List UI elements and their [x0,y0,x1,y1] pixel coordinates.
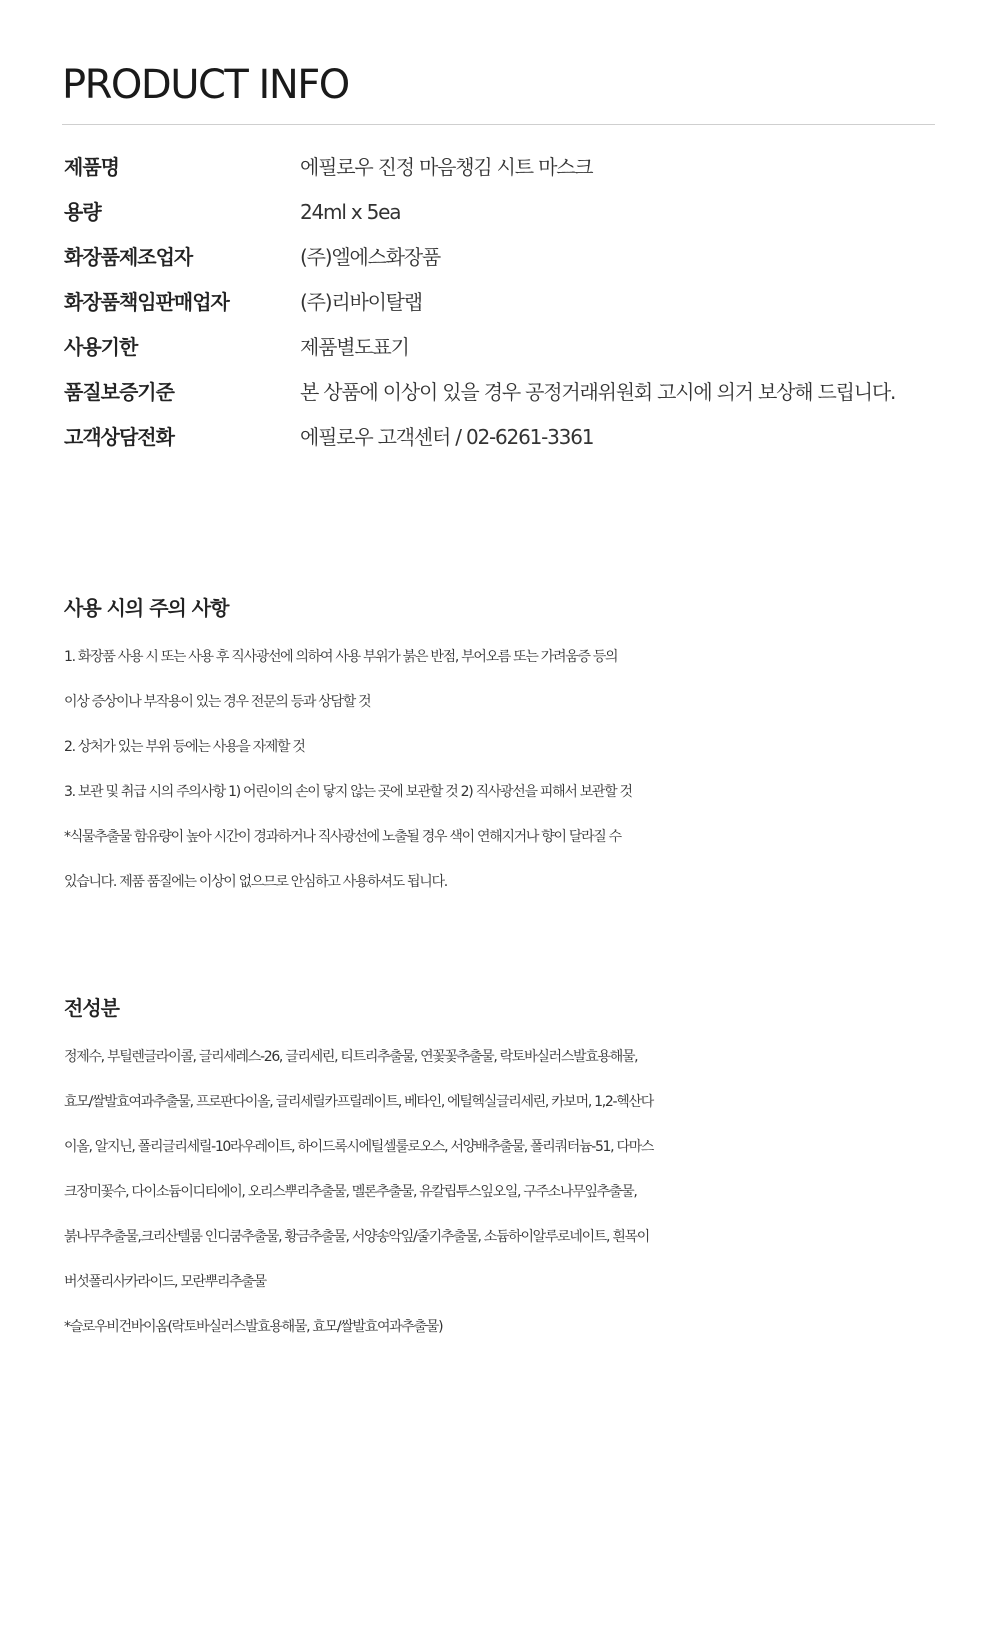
page-title: PRODUCT INFO [62,62,349,108]
info-label: 화장품제조업자 [64,245,193,269]
info-row-expiry [64,332,944,377]
info-value: (주)엘에스화장품 [300,245,441,269]
ingredients-title: 전성분 [64,996,119,1020]
info-row-product-name [64,152,944,197]
product-info-table [64,152,944,467]
ingredients-line: 이올, 알지닌, 폴리글리세릴-10라우레이트, 하이드록시에틸셀룰로오스, 서양배추출물, 폴리쿼터늄-51, 다마스 [64,1139,654,1155]
info-row-distributor [64,287,944,332]
caution-line: 3. 보관 및 취급 시의 주의사항 1) 어린이의 손이 닿지 않는 곳에 보관할 것 2) 직사광선을 피해서 보관할 것 [64,784,632,800]
info-row-manufacturer [64,242,944,287]
caution-section [64,593,944,905]
caution-line: 1. 화장품 사용 시 또는 사용 후 직사광선에 의하여 사용 부위가 붉은 반점, 부어오름 또는 가려움증 등의 [64,649,618,665]
ingredients-line: 효모/쌀발효여과추출물, 프로판다이올, 글리세릴카프릴레이트, 베타인, 에틸헥실글리세린, 카보머, 1,2-헥산다 [64,1094,653,1110]
info-row-customer-service [64,422,944,467]
info-value: 24ml x 5ea [300,200,401,224]
ingredients-line: 붉나무추출물,크리산텔룸 인디쿰추출물, 황금추출물, 서양송악잎/줄기추출물, 소듐하이알루로네이트, 흰목이 [64,1229,649,1245]
caution-line: *식물추출물 함유량이 높아 시간이 경과하거나 직사광선에 노출될 경우 색이 연해지거나 향이 달라질 수 [64,829,621,845]
info-value: (주)리바이탈랩 [300,290,422,314]
info-label: 고객상담전화 [64,425,174,449]
info-row-quality-standard [64,377,944,422]
info-value: 본 상품에 이상이 있을 경우 공정거래위원회 고시에 의거 보상해 드립니다. [300,380,896,404]
caution-line: 있습니다. 제품 품질에는 이상이 없으므로 안심하고 사용하셔도 됩니다. [64,874,447,890]
info-value: 에필로우 진정 마음챙김 시트 마스크 [300,155,593,179]
info-label: 제품명 [64,155,119,179]
ingredients-line: 크장미꽃수, 다이소듐이디티에이, 오리스뿌리추출물, 멜론추출물, 유칼립투스잎오일, 구주소나무잎추출물, [64,1184,637,1200]
info-row-volume [64,197,944,242]
info-label: 품질보증기준 [64,380,174,404]
caution-line: 이상 증상이나 부작용이 있는 경우 전문의 등과 상담할 것 [64,694,371,710]
info-value: 에필로우 고객센터 / 02-6261-3361 [300,425,594,449]
info-value: 제품별도표기 [300,335,409,359]
caution-title: 사용 시의 주의 사항 [64,596,229,620]
caution-line: 2. 상처가 있는 부위 등에는 사용을 자제할 것 [64,739,305,755]
info-label: 화장품책임판매업자 [64,290,229,314]
title-divider [62,124,935,125]
ingredients-line: 버섯폴리사카라이드, 모란뿌리추출물 [64,1274,266,1290]
info-label: 용량 [64,200,101,224]
ingredients-note: *슬로우비건바이옴(락토바실러스발효용해물, 효모/쌀발효여과추출물) [64,1319,443,1335]
ingredients-line: 정제수, 부틸렌글라이콜, 글리세레스-26, 글리세린, 티트리추출물, 연꽃꽃추출물, 락토바실러스발효용해물, [64,1049,638,1065]
ingredients-section [64,993,944,1350]
info-label: 사용기한 [64,335,138,359]
